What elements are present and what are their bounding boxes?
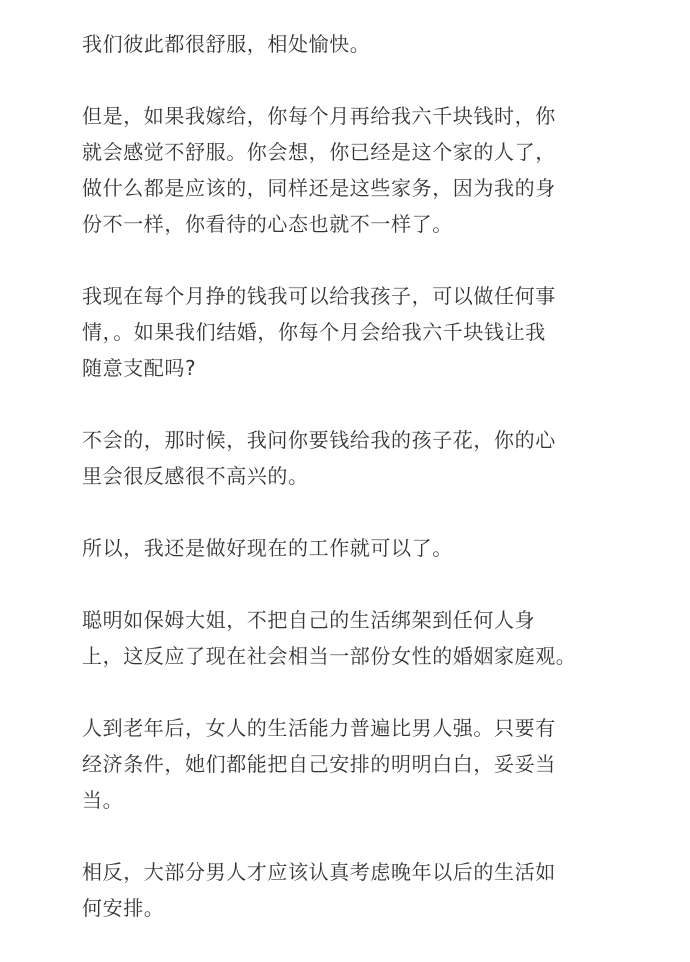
paragraph-4 <box>82 422 622 494</box>
text-line: 随意支配吗? <box>82 356 197 380</box>
paragraph-2 <box>82 98 622 242</box>
text-line: 但是，如果我嫁给，你每个月再给我六千块钱时，你 <box>82 104 556 128</box>
text-line: 所以，我还是做好现在的工作就可以了。 <box>82 536 453 560</box>
text-line: 我们彼此都很舒服，相处愉快。 <box>82 32 371 56</box>
paragraph-3 <box>82 278 622 386</box>
paragraph-6 <box>82 602 622 674</box>
paragraph-1 <box>82 26 622 62</box>
text-line: 经济条件，她们都能把自己安排的明明白白，妥妥当 <box>82 752 556 776</box>
text-line: 相反，大部分男人才应该认真考虑晚年以后的生活如 <box>82 860 556 884</box>
text-line: 做什么都是应该的，同样还是这些家务，因为我的身 <box>82 176 556 200</box>
paragraph-5 <box>82 530 622 566</box>
paragraph-8 <box>82 854 622 926</box>
text-line: 不会的，那时候，我问你要钱给我的孩子花，你的心 <box>82 428 556 452</box>
text-line: 里会很反感很不高兴的。 <box>82 464 309 488</box>
text-line: 我现在每个月挣的钱我可以给我孩子，可以做任何事 <box>82 284 556 308</box>
paragraph-7 <box>82 710 622 818</box>
text-line: 就会感觉不舒服。你会想，你已经是这个家的人了， <box>82 140 556 164</box>
text-line: 份不一样，你看待的心态也就不一样了。 <box>82 212 453 236</box>
text-line: 上，这反应了现在社会相当一部份女性的婚姻家庭观。 <box>82 644 577 668</box>
text-line: 人到老年后，女人的生活能力普遍比男人强。只要有 <box>82 716 556 740</box>
text-line: 当。 <box>82 788 124 812</box>
article-body <box>82 26 622 962</box>
text-line: 聪明如保姆大姐，不把自己的生活绑架到任何人身 <box>82 608 536 632</box>
text-line: 情，。如果我们结婚，你每个月会给我六千块钱让我 <box>82 320 546 344</box>
text-line: 何安排。 <box>82 896 165 920</box>
